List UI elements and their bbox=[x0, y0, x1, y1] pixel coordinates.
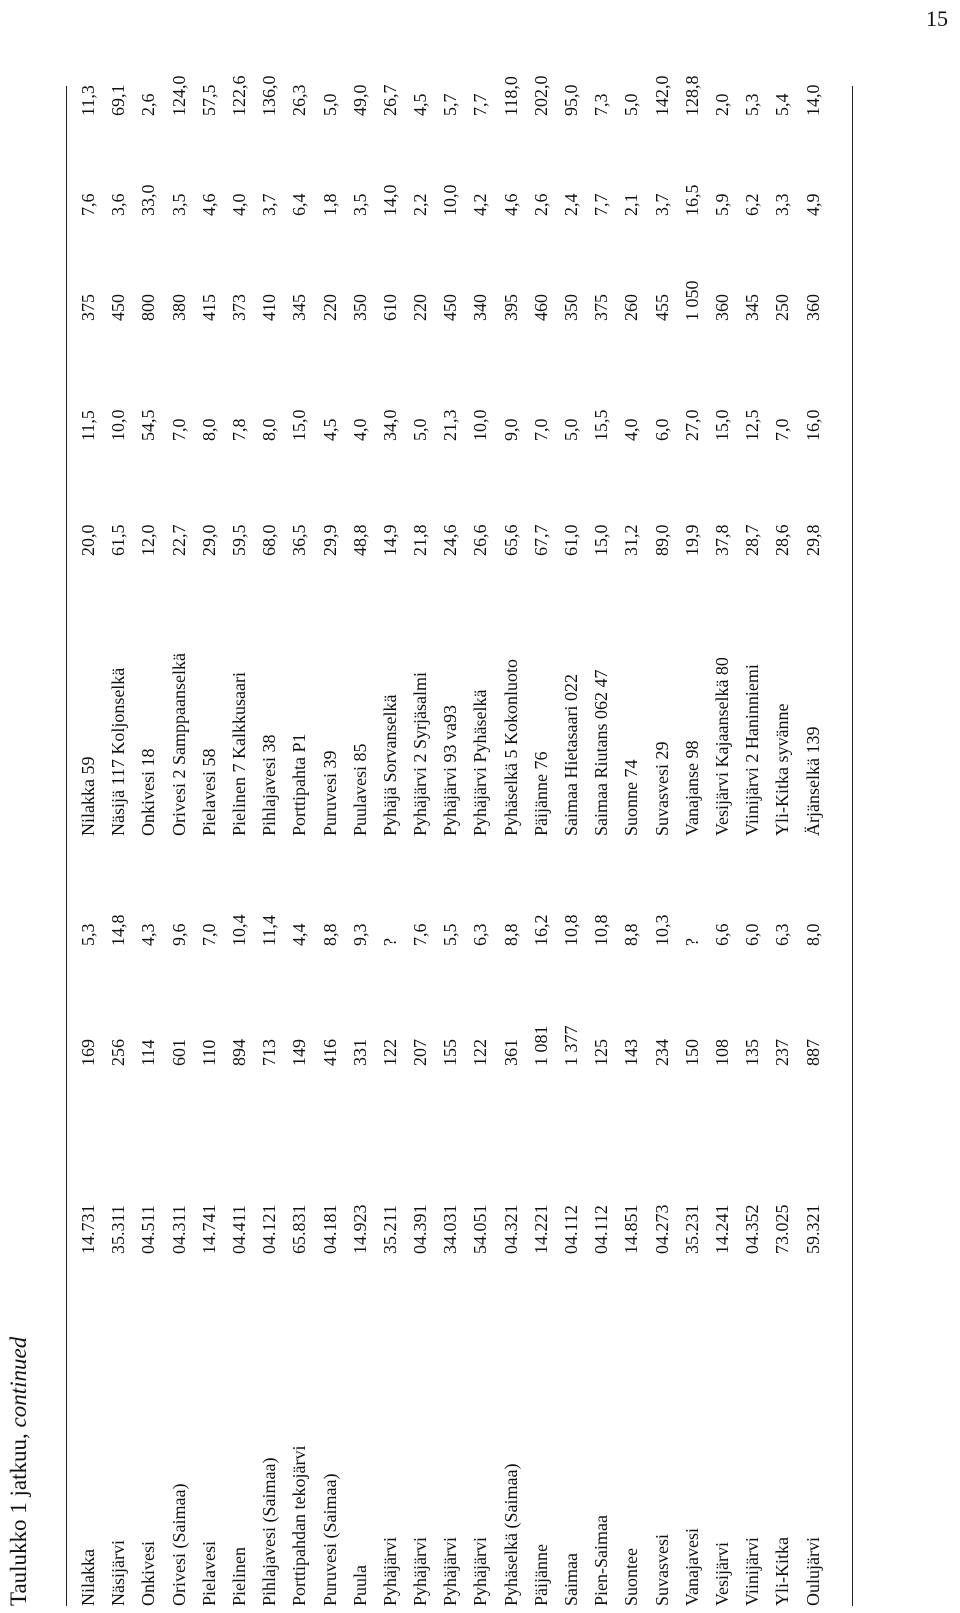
value-cell: 260 bbox=[621, 294, 642, 321]
count-cell: 234 bbox=[651, 1039, 672, 1066]
value-cell: 10,0 bbox=[108, 409, 129, 441]
value-cell: 460 bbox=[530, 294, 551, 321]
value-cell: 5,3 bbox=[742, 93, 763, 116]
lake-code-cell: 14.731 bbox=[78, 1204, 98, 1254]
table-row bbox=[799, 46, 829, 1606]
site-cell: Onkivesi 18 bbox=[138, 748, 159, 836]
value-cell: 28,7 bbox=[742, 524, 763, 556]
value-cell: 27,0 bbox=[681, 409, 702, 441]
lake-code-cell: 04.112 bbox=[591, 1205, 612, 1254]
value-cell: 14,8 bbox=[108, 914, 129, 946]
lake-code-cell: 59.321 bbox=[802, 1204, 823, 1254]
site-cell: Pyhäjärvi 93 va93 bbox=[440, 705, 461, 836]
table-row bbox=[316, 46, 346, 1606]
value-cell: 65,6 bbox=[500, 524, 521, 556]
value-cell: 800 bbox=[138, 294, 159, 321]
lake-name-cell: Pyhäjärvi bbox=[410, 1537, 431, 1606]
value-cell: 5,0 bbox=[561, 418, 581, 441]
value-cell: 8,8 bbox=[319, 923, 340, 946]
value-cell: 4,0 bbox=[349, 418, 370, 441]
lake-name-cell: Pyhäjärvi bbox=[470, 1537, 491, 1606]
lake-code-cell: 04.352 bbox=[742, 1204, 763, 1254]
value-cell: 380 bbox=[168, 294, 189, 321]
value-cell: 68,0 bbox=[259, 524, 280, 556]
value-cell: 5,4 bbox=[772, 93, 793, 116]
lake-code-cell: 35.211 bbox=[379, 1205, 400, 1254]
value-cell: 10,0 bbox=[440, 184, 461, 216]
value-cell: 10,4 bbox=[228, 914, 249, 946]
value-cell: 4,5 bbox=[319, 418, 340, 441]
count-cell: 135 bbox=[742, 1039, 763, 1066]
value-cell: 6,3 bbox=[772, 923, 793, 946]
site-cell: Viinijärvi 2 Haninniemi bbox=[742, 664, 763, 836]
value-cell: 9,3 bbox=[349, 923, 370, 946]
value-cell: 610 bbox=[379, 294, 400, 321]
count-cell: 125 bbox=[591, 1039, 612, 1066]
site-cell: Yli-Kitka syvänne bbox=[772, 703, 793, 836]
value-cell: 16,0 bbox=[802, 409, 823, 441]
value-cell: 5,9 bbox=[711, 193, 732, 216]
value-cell: 61,0 bbox=[561, 524, 581, 556]
lake-code-cell: 04.273 bbox=[651, 1204, 672, 1254]
value-cell: 29,9 bbox=[319, 524, 340, 556]
value-cell: 11,3 bbox=[78, 85, 98, 116]
value-cell: 3,5 bbox=[168, 193, 189, 216]
value-cell: 122,6 bbox=[228, 75, 249, 116]
count-cell: 361 bbox=[500, 1039, 521, 1066]
value-cell: 7,0 bbox=[168, 418, 189, 441]
lake-code-cell: 04.121 bbox=[259, 1204, 280, 1254]
site-cell: Pihlajavesi 38 bbox=[259, 734, 280, 836]
value-cell: 16,5 bbox=[681, 184, 702, 216]
table-row bbox=[165, 46, 195, 1606]
count-cell: 601 bbox=[168, 1039, 189, 1066]
value-cell: 450 bbox=[108, 294, 129, 321]
table-row bbox=[617, 46, 647, 1606]
value-cell: 31,2 bbox=[621, 524, 642, 556]
table-row bbox=[768, 46, 798, 1606]
value-cell: 5,0 bbox=[319, 93, 340, 116]
value-cell: 29,0 bbox=[198, 524, 219, 556]
lake-code-cell: 04.311 bbox=[168, 1205, 189, 1254]
value-cell: 375 bbox=[591, 294, 612, 321]
table-row bbox=[436, 46, 466, 1606]
value-cell: 26,3 bbox=[289, 84, 310, 116]
count-cell: 149 bbox=[289, 1039, 310, 1066]
value-cell: 8,8 bbox=[621, 923, 642, 946]
value-cell: 2,2 bbox=[410, 193, 431, 216]
value-cell: 410 bbox=[259, 294, 280, 321]
value-cell: 15,5 bbox=[591, 409, 612, 441]
site-cell: Orivesi 2 Samppaanselkä bbox=[168, 653, 189, 836]
value-cell: 5,0 bbox=[621, 93, 642, 116]
caption-prefix: Taulukko 1 jatkuu, bbox=[6, 1427, 31, 1606]
value-cell: 10,8 bbox=[591, 914, 612, 946]
lake-name-cell: Porttipahdan tekojärvi bbox=[289, 1445, 310, 1606]
site-cell: Saimaa Riutans 062 47 bbox=[591, 669, 612, 836]
count-cell: 143 bbox=[621, 1039, 642, 1066]
value-cell: 350 bbox=[349, 294, 370, 321]
site-cell: Päijänne 76 bbox=[530, 751, 551, 836]
lake-name-cell: Pyhäjärvi bbox=[379, 1537, 400, 1606]
site-cell: Pyhäjä Sorvanselkä bbox=[379, 694, 400, 836]
table-row bbox=[104, 46, 134, 1606]
lake-name-cell: Pyhäselkä (Saimaa) bbox=[500, 1463, 521, 1606]
value-cell: 136,0 bbox=[259, 75, 280, 116]
count-cell: 169 bbox=[78, 1039, 98, 1066]
count-cell: 256 bbox=[108, 1039, 129, 1066]
value-cell: 4,6 bbox=[500, 193, 521, 216]
lake-name-cell: Suvasvesi bbox=[651, 1534, 672, 1606]
value-cell: 7,6 bbox=[410, 923, 431, 946]
value-cell: 7,7 bbox=[591, 193, 612, 216]
lake-name-cell: Pien-Saimaa bbox=[591, 1515, 612, 1606]
lake-name-cell: Pielavesi bbox=[198, 1541, 219, 1606]
caption-continued: continued bbox=[6, 1336, 31, 1428]
table-row bbox=[527, 46, 557, 1606]
table-row bbox=[587, 46, 617, 1606]
value-cell: 26,7 bbox=[379, 84, 400, 116]
count-cell: 110 bbox=[198, 1039, 219, 1066]
value-cell: 3,3 bbox=[772, 193, 793, 216]
value-cell: 54,5 bbox=[138, 409, 159, 441]
value-cell: ? bbox=[681, 938, 702, 946]
value-cell: ? bbox=[379, 938, 400, 946]
value-cell: 2,0 bbox=[711, 93, 732, 116]
lake-name-cell: Oulujärvi bbox=[802, 1537, 823, 1606]
table-row bbox=[557, 46, 587, 1606]
value-cell: 8,8 bbox=[500, 923, 521, 946]
value-cell: 14,0 bbox=[802, 84, 823, 116]
value-cell: 2,6 bbox=[138, 93, 159, 116]
lake-name-cell: Viinijärvi bbox=[742, 1537, 763, 1606]
count-cell: 108 bbox=[711, 1039, 732, 1066]
site-cell: Vanajanse 98 bbox=[681, 740, 702, 836]
value-cell: 7,3 bbox=[591, 93, 612, 116]
count-cell: 207 bbox=[410, 1039, 431, 1066]
lake-name-cell: Pihlajavesi (Saimaa) bbox=[259, 1457, 280, 1606]
lake-name-cell: Onkivesi bbox=[138, 1541, 159, 1606]
value-cell: 89,0 bbox=[651, 524, 672, 556]
value-cell: 1 050 bbox=[681, 280, 702, 321]
value-cell: 6,0 bbox=[742, 923, 763, 946]
lake-name-cell: Puula bbox=[349, 1564, 370, 1606]
value-cell: 6,6 bbox=[711, 923, 732, 946]
site-cell: Suonne 74 bbox=[621, 759, 642, 836]
value-cell: 7,7 bbox=[470, 93, 491, 116]
lake-code-cell: 35.231 bbox=[681, 1204, 702, 1254]
value-cell: 340 bbox=[470, 294, 491, 321]
count-cell: 122 bbox=[379, 1039, 400, 1066]
value-cell: 455 bbox=[651, 294, 672, 321]
value-cell: 1,8 bbox=[319, 193, 340, 216]
value-cell: 7,8 bbox=[228, 418, 249, 441]
value-cell: 48,8 bbox=[349, 524, 370, 556]
site-cell: Porttipahta P1 bbox=[289, 733, 310, 836]
table-row bbox=[497, 46, 527, 1606]
value-cell: 5,5 bbox=[440, 923, 461, 946]
lake-name-cell: Puruvesi (Saimaa) bbox=[319, 1473, 340, 1606]
table-body bbox=[74, 46, 829, 1606]
value-cell: 34,0 bbox=[379, 409, 400, 441]
value-cell: 95,0 bbox=[561, 84, 581, 116]
lake-name-cell: Nilakka bbox=[78, 1549, 98, 1606]
table-row bbox=[678, 46, 708, 1606]
value-cell: 7,6 bbox=[78, 193, 98, 216]
value-cell: 19,9 bbox=[681, 524, 702, 556]
value-cell: 7,0 bbox=[530, 418, 551, 441]
lake-name-cell: Vesijärvi bbox=[711, 1542, 732, 1606]
value-cell: 14,0 bbox=[379, 184, 400, 216]
table-row bbox=[738, 46, 768, 1606]
value-cell: 4,4 bbox=[289, 923, 310, 946]
lake-code-cell: 14.221 bbox=[530, 1204, 551, 1254]
lake-name-cell: Yli-Kitka bbox=[772, 1537, 793, 1606]
value-cell: 26,6 bbox=[470, 524, 491, 556]
count-cell: 887 bbox=[802, 1039, 823, 1066]
value-cell: 14,9 bbox=[379, 524, 400, 556]
lake-name-cell: Näsijärvi bbox=[108, 1540, 129, 1606]
value-cell: 67,7 bbox=[530, 524, 551, 556]
value-cell: 6,4 bbox=[289, 193, 310, 216]
value-cell: 3,7 bbox=[259, 193, 280, 216]
value-cell: 4,0 bbox=[621, 418, 642, 441]
table-row bbox=[225, 46, 255, 1606]
value-cell: 29,8 bbox=[802, 524, 823, 556]
value-cell: 33,0 bbox=[138, 184, 159, 216]
value-cell: 11,4 bbox=[259, 915, 280, 946]
value-cell: 9,6 bbox=[168, 923, 189, 946]
table-row bbox=[134, 46, 164, 1606]
value-cell: 345 bbox=[742, 294, 763, 321]
site-cell: Pyhäselkä 5 Kokonluoto bbox=[500, 659, 521, 836]
site-cell: Suvasvesi 29 bbox=[651, 741, 672, 836]
lake-code-cell: 04.112 bbox=[561, 1205, 581, 1254]
value-cell: 4,2 bbox=[470, 193, 491, 216]
lake-code-cell: 73.025 bbox=[772, 1204, 793, 1254]
value-cell: 202,0 bbox=[530, 75, 551, 116]
value-cell: 7,0 bbox=[198, 923, 219, 946]
count-cell: 1 377 bbox=[561, 1025, 581, 1066]
value-cell: 49,0 bbox=[349, 84, 370, 116]
value-cell: 4,0 bbox=[228, 193, 249, 216]
value-cell: 350 bbox=[561, 294, 581, 321]
table-row bbox=[708, 46, 738, 1606]
value-cell: 2,1 bbox=[621, 193, 642, 216]
value-cell: 12,5 bbox=[742, 409, 763, 441]
site-cell: Saimaa Hietasaari 022 bbox=[561, 674, 581, 836]
value-cell: 373 bbox=[228, 294, 249, 321]
lake-name-cell: Saimaa bbox=[561, 1553, 581, 1606]
value-cell: 128,8 bbox=[681, 75, 702, 116]
value-cell: 10,0 bbox=[470, 409, 491, 441]
value-cell: 20,0 bbox=[78, 524, 98, 556]
table-row bbox=[466, 46, 496, 1606]
value-cell: 9,0 bbox=[500, 418, 521, 441]
value-cell: 69,1 bbox=[108, 84, 129, 116]
site-cell: Näsijä 117 Koljonselkä bbox=[108, 667, 129, 836]
lake-name-cell: Pielinen bbox=[228, 1547, 249, 1606]
lake-code-cell: 04.181 bbox=[319, 1204, 340, 1254]
count-cell: 1 081 bbox=[530, 1025, 551, 1066]
value-cell: 4,5 bbox=[410, 93, 431, 116]
value-cell: 360 bbox=[711, 294, 732, 321]
count-cell: 713 bbox=[259, 1039, 280, 1066]
table-top-rule bbox=[66, 86, 67, 1606]
value-cell: 21,8 bbox=[410, 524, 431, 556]
value-cell: 24,6 bbox=[440, 524, 461, 556]
value-cell: 15,0 bbox=[591, 524, 612, 556]
value-cell: 21,3 bbox=[440, 409, 461, 441]
value-cell: 8,0 bbox=[259, 418, 280, 441]
site-cell: Pielinen 7 Kalkkusaari bbox=[228, 672, 249, 836]
value-cell: 6,2 bbox=[742, 193, 763, 216]
site-cell: Pielavesi 58 bbox=[198, 748, 219, 836]
value-cell: 5,0 bbox=[410, 418, 431, 441]
site-cell: Ärjänselkä 139 bbox=[802, 726, 823, 836]
rotated-table-block bbox=[2, 6, 857, 1606]
value-cell: 4,9 bbox=[802, 193, 823, 216]
value-cell: 8,0 bbox=[802, 923, 823, 946]
value-cell: 12,0 bbox=[138, 524, 159, 556]
table-row bbox=[376, 46, 406, 1606]
value-cell: 220 bbox=[319, 294, 340, 321]
table-row bbox=[255, 46, 285, 1606]
table-row bbox=[74, 46, 104, 1606]
site-cell: Puulavesi 85 bbox=[349, 743, 370, 836]
value-cell: 450 bbox=[440, 294, 461, 321]
value-cell: 15,0 bbox=[711, 409, 732, 441]
value-cell: 2,4 bbox=[561, 193, 581, 216]
value-cell: 7,0 bbox=[772, 418, 793, 441]
count-cell: 894 bbox=[228, 1039, 249, 1066]
value-cell: 142,0 bbox=[651, 75, 672, 116]
value-cell: 61,5 bbox=[108, 524, 129, 556]
value-cell: 3,7 bbox=[651, 193, 672, 216]
count-cell: 122 bbox=[470, 1039, 491, 1066]
value-cell: 57,5 bbox=[198, 84, 219, 116]
value-cell: 22,7 bbox=[168, 524, 189, 556]
site-cell: Puruvesi 39 bbox=[319, 750, 340, 836]
lake-code-cell: 14.241 bbox=[711, 1204, 732, 1254]
value-cell: 2,6 bbox=[530, 193, 551, 216]
lake-code-cell: 14.851 bbox=[621, 1204, 642, 1254]
table-bottom-rule bbox=[852, 86, 853, 1606]
lake-code-cell: 04.511 bbox=[138, 1205, 159, 1254]
value-cell: 15,0 bbox=[289, 409, 310, 441]
page-number: 15 bbox=[926, 6, 948, 31]
table-row bbox=[406, 46, 436, 1606]
lake-code-cell: 34.031 bbox=[440, 1204, 461, 1254]
value-cell: 36,5 bbox=[289, 524, 310, 556]
lake-code-cell: 04.391 bbox=[410, 1204, 431, 1254]
value-cell: 5,7 bbox=[440, 93, 461, 116]
lake-code-cell: 14.923 bbox=[349, 1204, 370, 1254]
site-cell: Pyhäjärvi Pyhäselkä bbox=[470, 689, 491, 836]
table-row bbox=[195, 46, 225, 1606]
count-cell: 150 bbox=[681, 1039, 702, 1066]
site-cell: Pyhäjärvi 2 Syrjäsalmi bbox=[410, 672, 431, 836]
value-cell: 250 bbox=[772, 294, 793, 321]
value-cell: 345 bbox=[289, 294, 310, 321]
site-cell: Vesijärvi Kajaanselkä 80 bbox=[711, 657, 732, 836]
value-cell: 10,3 bbox=[651, 914, 672, 946]
value-cell: 415 bbox=[198, 294, 219, 321]
site-cell: Nilakka 59 bbox=[78, 756, 98, 836]
value-cell: 16,2 bbox=[530, 914, 551, 946]
count-cell: 331 bbox=[349, 1039, 370, 1066]
value-cell: 3,5 bbox=[349, 193, 370, 216]
lake-name-cell: Orivesi (Saimaa) bbox=[168, 1483, 189, 1606]
value-cell: 5,3 bbox=[78, 923, 98, 946]
value-cell: 8,0 bbox=[198, 418, 219, 441]
table-caption bbox=[6, 1337, 32, 1606]
value-cell: 118,0 bbox=[500, 76, 521, 116]
value-cell: 59,5 bbox=[228, 524, 249, 556]
count-cell: 155 bbox=[440, 1039, 461, 1066]
lake-code-cell: 65.831 bbox=[289, 1204, 310, 1254]
value-cell: 395 bbox=[500, 294, 521, 321]
value-cell: 6,3 bbox=[470, 923, 491, 946]
value-cell: 375 bbox=[78, 294, 98, 321]
lake-name-cell: Suontee bbox=[621, 1548, 642, 1606]
value-cell: 220 bbox=[410, 294, 431, 321]
value-cell: 28,6 bbox=[772, 524, 793, 556]
value-cell: 6,0 bbox=[651, 418, 672, 441]
table-row bbox=[285, 46, 315, 1606]
value-cell: 11,5 bbox=[78, 410, 98, 441]
table-row bbox=[648, 46, 678, 1606]
lake-code-cell: 54.051 bbox=[470, 1204, 491, 1254]
lake-code-cell: 04.411 bbox=[228, 1205, 249, 1254]
lake-name-cell: Pyhäjärvi bbox=[440, 1537, 461, 1606]
value-cell: 10,8 bbox=[561, 914, 581, 946]
count-cell: 416 bbox=[319, 1039, 340, 1066]
value-cell: 37,8 bbox=[711, 524, 732, 556]
lake-code-cell: 35.311 bbox=[108, 1205, 129, 1254]
value-cell: 360 bbox=[802, 294, 823, 321]
count-cell: 114 bbox=[138, 1039, 159, 1066]
table-row bbox=[346, 46, 376, 1606]
value-cell: 124,0 bbox=[168, 75, 189, 116]
count-cell: 237 bbox=[772, 1039, 793, 1066]
value-cell: 4,6 bbox=[198, 193, 219, 216]
lake-name-cell: Päijänne bbox=[530, 1544, 551, 1606]
lake-name-cell: Vanajavesi bbox=[681, 1528, 702, 1606]
lake-code-cell: 14.741 bbox=[198, 1204, 219, 1254]
value-cell: 4,3 bbox=[138, 923, 159, 946]
lake-code-cell: 04.321 bbox=[500, 1204, 521, 1254]
value-cell: 3,6 bbox=[108, 193, 129, 216]
